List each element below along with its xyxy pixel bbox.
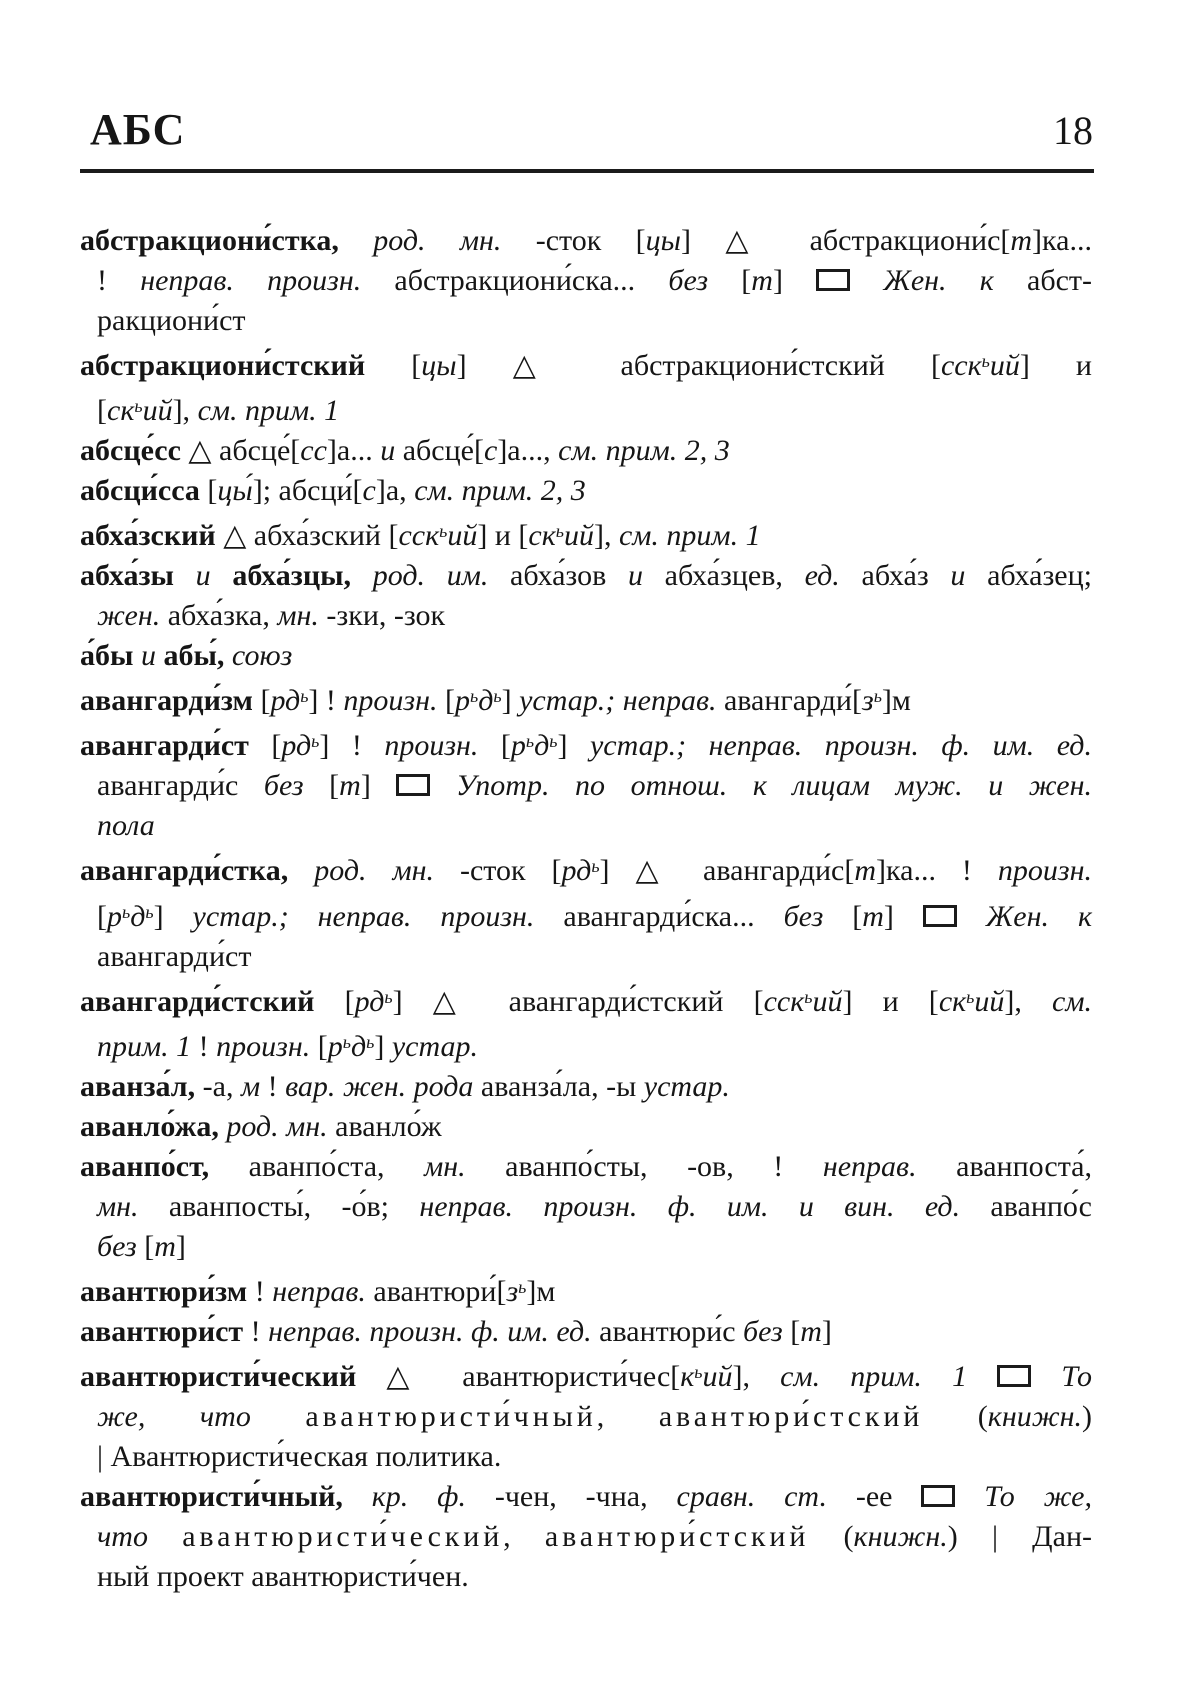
triangle-icon: △ <box>386 1360 433 1394</box>
dictionary-entry <box>80 511 1092 556</box>
entry-continuation-line: авангарди́с без [т] Употр. по отнош. к лицам муж. и жен. <box>97 769 1092 803</box>
dictionary-entry <box>80 636 1092 676</box>
dictionary-entry <box>80 341 1092 431</box>
entry-first-line: авантюри́ст ! неправ. произн. ф. им. ед. авантюри́с без [т] <box>80 1314 832 1348</box>
dictionary-entry <box>80 556 1092 636</box>
entry-continuation-line: прим. 1 ! произн. $[р^ьд^ь]$ устар. <box>97 1029 479 1063</box>
definition-box-icon <box>923 905 957 927</box>
entry-first-line: абсци́сса [цы́]; абсци́[с]а, см. прим. 2, 3 <box>80 474 586 508</box>
entry-first-line: абха́зы и абха́зцы, род. им. абха́зов и абха́зцев, ед. абха́з и абха́зец; <box>80 559 1093 593</box>
entry-first-line: авангарди́ст $[рд^ь]$ ! произн. $[р^ьд^ь]$ устар.; неправ. произн. ф. им. ед. <box>80 729 1092 763</box>
entry-continuation-line: $[р^ьд^ь]$ устар.; неправ. произн. авангарди́ска... без [т] Жен. к <box>97 899 1092 933</box>
entry-first-line: аванза́л, -а, м ! вар. жен. рода аванза́ла, -ы устар. <box>80 1069 730 1103</box>
triangle-icon: △ <box>432 984 479 1018</box>
entry-continuation-line: $[ск^ьий]$, см. прим. 1 <box>97 394 340 428</box>
entry-first-line: аванпо́ст, аванпо́ста, мн. аванпо́сты, -ов, ! неправ. аванпоста́, <box>80 1149 1092 1183</box>
entry-continuation-line: пола <box>97 809 155 843</box>
dictionary-entry <box>80 1147 1092 1267</box>
dictionary-entry <box>80 977 1092 1067</box>
entry-first-line: абстракциони́стка, род. мн. -сток [цы] △ абстракциони́с[т]ка... <box>80 224 1092 257</box>
page-number: 18 <box>1053 108 1093 153</box>
definition-box-icon <box>396 774 430 796</box>
header-rule <box>80 169 1094 173</box>
entry-continuation-line: что авантюристи́ческий, авантюри́стский (книжн.) | Дан- <box>97 1520 1092 1554</box>
dictionary-entry <box>80 1107 1092 1147</box>
entry-first-line: абха́зский △ абха́зский [сск$^ь$ий] и $[ск^ьий]$, см. прим. 1 <box>80 519 761 553</box>
dictionary-entry <box>80 1312 1092 1352</box>
entry-continuation-line: без [т] <box>97 1229 186 1263</box>
dictionary-entry <box>80 846 1092 976</box>
entry-continuation-line: ракциони́ст <box>97 304 246 337</box>
triangle-icon: △ <box>512 349 575 383</box>
entry-continuation-line: авангарди́ст <box>97 939 252 973</box>
entry-first-line: аванло́жа, род. мн. аванло́ж <box>80 1109 442 1143</box>
entry-first-line: авангарди́стский $[рд^ь]$ △ авангарди́стский [сск$^ь$ий] и $[ск^ьий]$, см. <box>80 984 1092 1018</box>
dictionary-entry <box>80 431 1092 471</box>
definition-box-icon <box>997 1365 1031 1387</box>
dictionary-entry <box>80 676 1092 721</box>
dictionary-entry <box>80 1477 1092 1597</box>
dictionary-entry <box>80 721 1092 846</box>
entry-first-line: а́бы и абы́, союз <box>80 639 293 673</box>
entry-first-line: абстракциони́стский [цы] △ абстракциони́стский [сск$^ь$ий] и <box>80 349 1092 383</box>
triangle-icon: △ <box>223 519 247 553</box>
entry-continuation-line: | Авантюристи́ческая политика. <box>97 1440 502 1474</box>
definition-box-icon <box>816 269 850 291</box>
entry-continuation-line: ный проект авантюристи́чен. <box>97 1560 469 1594</box>
entry-first-line: авангарди́зм $[рд^ь]$ ! произн. $[р^ьд^ь]$ устар.; неправ. $авангарди́[з^ь]м$ <box>80 684 911 718</box>
entry-continuation-line: жен. абха́зка, мн. -зки, -зок <box>97 599 446 633</box>
entry-first-line: абсце́сс △ абсце́[сс]а... и абсце́[с]а..., см. прим. 2, 3 <box>80 434 730 468</box>
entry-first-line: авантюристи́чный, кр. ф. -чен, -чна, сравн. ст. -ее То же, <box>80 1480 1093 1514</box>
entry-continuation-line: же, что авантюристи́чный, авантюри́стский (книжн.) <box>97 1400 1092 1434</box>
definition-box-icon <box>921 1485 955 1507</box>
entry-first-line: авантюристи́ческий △ $авантюристи́чес[к^ьий]$, см. прим. 1 То <box>80 1360 1092 1394</box>
dictionary-entry <box>80 471 1092 511</box>
dictionary-entry <box>80 1352 1092 1477</box>
entry-continuation-line: мн. аванпосты́, -о́в; неправ. произн. ф. им. и вин. ед. аванпо́с <box>97 1189 1092 1223</box>
triangle-icon: △ <box>635 854 678 888</box>
entry-first-line: авангарди́стка, род. мн. -сток $[рд^ь]$ △ авангарди́с[т]ка... ! произн. <box>80 854 1092 888</box>
running-head: АБС <box>90 105 186 154</box>
entry-first-line: авантюри́зм ! неправ. $авантюри́[з^ь]м$ <box>80 1274 556 1308</box>
page-header <box>82 104 1093 155</box>
entries <box>80 221 1092 1597</box>
entry-continuation-line: ! неправ. произн. абстракциони́ска... без [т] Жен. к абст- <box>97 264 1092 297</box>
triangle-icon: △ <box>188 434 212 468</box>
triangle-icon: △ <box>725 224 776 257</box>
dictionary-entry <box>80 1067 1092 1107</box>
dictionary-entry <box>80 221 1092 341</box>
dictionary-entry <box>80 1267 1092 1312</box>
